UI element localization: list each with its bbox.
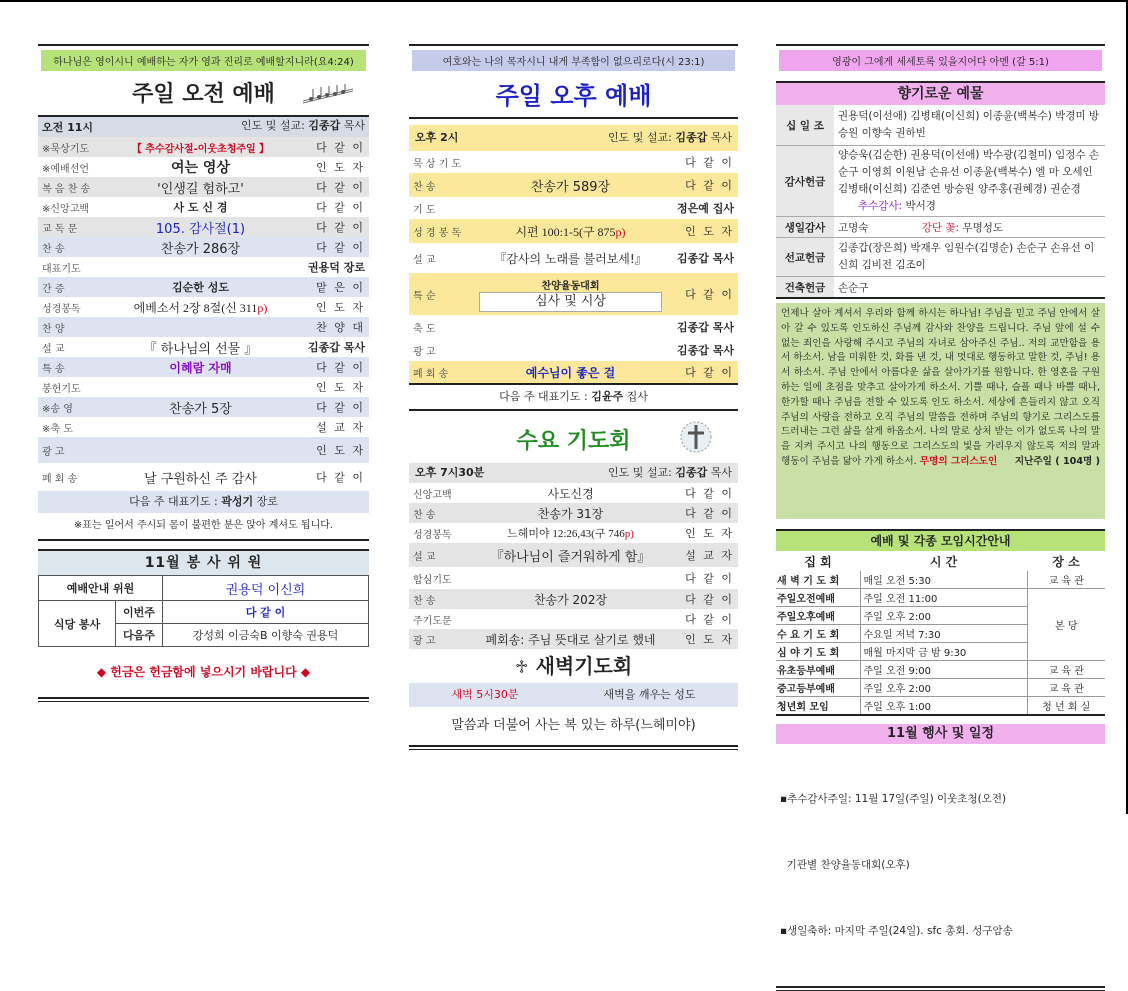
- order-row: [38, 397, 369, 417]
- offering-label: 선교헌금: [776, 238, 834, 277]
- divider: [409, 749, 738, 750]
- offering-note-text: ◆ 헌금은 헌금함에 넣으시기 바랍니다 ◆: [96, 665, 311, 679]
- meeting-time: 주일 오후 2:00: [860, 607, 1027, 625]
- row-label: 성 경 봉 독: [413, 227, 462, 239]
- row-label: 신앙고백: [413, 489, 452, 501]
- row-content: [479, 273, 662, 315]
- row-content: [479, 219, 662, 243]
- row-content: 『감사의 노래를 불러보세!』: [494, 251, 647, 266]
- wed-header: [409, 463, 738, 483]
- praying-hands-icon: [676, 417, 716, 457]
- service-time: 오후 2시: [415, 131, 459, 144]
- row-label: 설 교: [413, 551, 436, 563]
- offering-note: [38, 647, 369, 697]
- page-suffix: p): [257, 300, 268, 315]
- order-row: [409, 197, 738, 219]
- order-row: [38, 157, 369, 177]
- row-role: 인 도 자: [316, 301, 365, 314]
- meeting-name: 주일오전예배: [776, 589, 860, 607]
- order-row: [409, 339, 738, 361]
- row-role: 인 도 자: [316, 444, 365, 457]
- meeting-row: [776, 589, 1105, 607]
- row-label: 축 도: [413, 323, 436, 335]
- row-label: ※예배선언: [42, 163, 90, 175]
- row-content: 『 하나님의 선물 』: [143, 341, 258, 357]
- offering-names-text: 고명숙: [838, 221, 869, 234]
- row-label: 교 독 문: [42, 223, 78, 235]
- meeting-header: [776, 551, 1105, 571]
- meeting-name: 유초등부예배: [776, 661, 860, 679]
- order-row: [409, 219, 738, 243]
- prayer-text: 언제나 살아 계셔서 우리와 함께 하시는 하나님! 주님을 믿고 주님 안에서 살아 갈 수 있도록 인도하신 주님께 감사와 찬양을 드립니다. 주님 앞에 설 수 없는 죄인을 사랑해 주시고 주님의 자녀로 삼아주신 주님.. 저의 교만함을 용서 하소서. 남을 미워한 것, 화를 낸 것, 내 멋대로 행동하고 말한 것, 주님! 용서 하소서. 주님 안에서 아름다운 삶을 살아가기를 원합니다. 한 영혼을 구원하는 일에 초점을 맞추고 살아가게 하소서. 기쁠 때나, 슬플 때나 바쁠 때나, 한가할 때나 주님을 전할 수 있도록 인도 하소서. 세상에 흔들리지 않고 오직 주님의 사랑을 전하고 오직 주님의 말씀을 전하며 주님의 향기로 그리스도를 드러내는 그런 삶을 살게 하옵소서. 나의 말로 상처 받는 이가 없도록 나의 말을 지켜 주시고 나의 행동으로 그리스도의 빛을 가리우지 않도록 저의 말과 행동이 주님을 닮아 가게 하소서.: [781, 308, 1100, 467]
- row-content: 105. 감사절(1): [155, 221, 246, 237]
- service-title: 11월 봉 사 위 원: [38, 551, 369, 575]
- leader-label: 인도 및 설교:: [608, 466, 676, 479]
- meeting-time: 수요일 저녁 7:30: [860, 625, 1027, 643]
- row-content: [108, 377, 293, 397]
- offering-names: [834, 217, 1105, 238]
- order-row: [409, 361, 738, 383]
- dawn-info: [409, 683, 738, 707]
- row-role: 인 도 자: [685, 633, 734, 646]
- this-week-label: 이번주: [116, 601, 163, 624]
- order-row: [38, 197, 369, 217]
- meeting-name: 중고등부예배: [776, 679, 860, 697]
- header-time: 시 간: [929, 554, 958, 569]
- meeting-row: [776, 697, 1105, 715]
- row-role: 찬 양 대: [316, 321, 365, 334]
- order-row: [38, 317, 369, 337]
- event-item: ▪생일축하: 마지막 주일(24일). sfc 총회. 성구암송: [780, 925, 1013, 937]
- row-content: [108, 257, 293, 277]
- row-label: 복 음 찬 송: [42, 183, 91, 195]
- divider: [409, 745, 738, 747]
- row-role: 인 도 자: [316, 381, 365, 394]
- row-role: 다 같 이: [685, 593, 734, 606]
- meeting-name: 심 야 기 도 회: [776, 643, 860, 661]
- row-content: 이혜람 자매: [169, 360, 232, 375]
- order-row: [38, 297, 369, 317]
- standing-note: ※표는 일어서 주시되 몸이 불편한 분은 앉아 계셔도 됩니다.: [73, 520, 334, 531]
- row-content: 예수님이 좋은 걸: [525, 365, 616, 380]
- row-label: 광 고: [413, 346, 436, 358]
- row-content: 찬송가 202장: [533, 592, 608, 607]
- meeting-time: 매월 마지막 금 밤 9:30: [860, 643, 1027, 661]
- divider: [776, 297, 1105, 299]
- cross-icon: ♱: [514, 657, 529, 678]
- row-content: 날 구원하신 주 감사: [144, 471, 257, 487]
- next-week-label: 다음주: [116, 624, 163, 647]
- order-row: [38, 357, 369, 377]
- row-role: 인 도 자: [685, 527, 734, 540]
- events-list: [776, 744, 1105, 986]
- event-detail: 심사 및 시상: [479, 292, 662, 312]
- offering-row: [776, 238, 1105, 277]
- dawn-desc: 새벽을 깨우는 성도: [603, 688, 696, 701]
- row-label: 주기도문: [413, 615, 452, 627]
- wed-title: [409, 411, 738, 463]
- event-item: 기관별 찬양율동대회(오후): [780, 859, 910, 871]
- row-content: [479, 315, 662, 339]
- order-row: [38, 217, 369, 237]
- row-role: 다 같 이: [316, 181, 365, 194]
- row-label: ※묵상기도: [42, 143, 90, 155]
- header-name: 집 회: [804, 554, 832, 569]
- row-role: 권용덕 장로: [308, 261, 365, 274]
- section-title: [38, 75, 369, 115]
- wed-time: 오후 7시30분: [415, 466, 485, 479]
- next-prayer-name: 김윤주: [591, 390, 624, 403]
- offering-names-text: 양승욱(김순한) 권용덕(이선애) 박수광(김철미) 임정수 손순구 이영희 이원남 손유선 이종윤(백복수) 엘 마 오세인 김병태(이신희) 김준연 방승원 양주홍(권혜경) 권순경: [838, 149, 1100, 195]
- offering-names: [834, 146, 1105, 217]
- row-role: 김종갑 목사: [677, 344, 734, 357]
- offering-row: [776, 277, 1105, 298]
- wed-title-text: 수요 기도회: [516, 429, 631, 454]
- row-content: [479, 609, 662, 629]
- afternoon-order-table: [409, 151, 738, 383]
- leader-name: 김종갑: [675, 131, 708, 144]
- row-role: 다 같 이: [685, 487, 734, 500]
- meeting-name: 청년회 모임: [777, 702, 829, 713]
- row-content: [108, 417, 293, 437]
- reading-text: 느헤미야 12:26,43(구 746: [507, 528, 625, 540]
- verse-banner: 영광이 그에게 세세토록 있을지어다 아멘 (갈 5:1): [779, 50, 1102, 71]
- row-role: 다 같 이: [316, 221, 365, 234]
- extra-name: 박서경: [902, 200, 936, 212]
- service-table: [38, 575, 369, 647]
- meeting-row: [776, 679, 1105, 697]
- offering-label: 십 일 조: [776, 105, 834, 146]
- row-role: 설 교 자: [316, 421, 365, 434]
- leader-title: 목사: [707, 131, 732, 144]
- offering-title: 향기로운 예물: [776, 83, 1105, 105]
- row-content: 사 도 신 경: [173, 201, 228, 214]
- next-week-names: 강성희 이금숙B 이향숙 권용덕: [163, 624, 369, 647]
- row-content: 김순한 성도: [172, 281, 229, 294]
- order-row: [409, 523, 738, 543]
- row-role: 다 같 이: [316, 471, 365, 484]
- next-prayer: [409, 385, 738, 409]
- service-time: 오전 11시: [42, 121, 94, 134]
- row-role: 정은예 집사: [677, 202, 734, 215]
- order-row: [409, 315, 738, 339]
- row-content: [108, 437, 293, 463]
- meeting-table: [776, 551, 1105, 714]
- order-row: [409, 503, 738, 523]
- event-item: ▪추수감사주일: 11월 17일(주일) 이웃초청(오전): [780, 793, 1007, 805]
- row-label: 폐 회 송: [42, 473, 78, 485]
- row-label: 찬 송: [413, 595, 436, 607]
- order-row: [409, 273, 738, 315]
- divider: [409, 117, 738, 119]
- info-column: [776, 44, 1105, 991]
- row-label: 봉헌기도: [42, 383, 81, 395]
- meeting-place: 교 육 관: [1027, 571, 1105, 589]
- dawn-title: [409, 649, 738, 683]
- row-role: 인 도 자: [316, 161, 365, 174]
- next-prayer-name: 곽성기: [221, 495, 254, 508]
- row-label: 성경봉독: [42, 303, 81, 315]
- row-label: 합심기도: [413, 574, 452, 586]
- leader-name: 김종갑: [308, 119, 341, 132]
- row-label: 특 순: [413, 290, 436, 302]
- row-role: 다 같 이: [316, 141, 365, 154]
- kitchen-label: 식당 봉사: [39, 601, 116, 647]
- order-row: [38, 463, 369, 491]
- reading-text: 시편 100:1-5(구 875: [515, 224, 616, 239]
- section-title: 주일 오후 예배: [495, 82, 652, 110]
- row-label: 간 증: [42, 283, 65, 295]
- meeting-place: 교 육 관: [1027, 679, 1105, 697]
- row-content: 『하나님이 즐거워하게 함』: [490, 549, 651, 565]
- title-text: 주일 오전 예배: [132, 82, 275, 107]
- order-row: [38, 437, 369, 463]
- meeting-row: [776, 571, 1105, 589]
- row-label: 특 송: [42, 363, 65, 375]
- offering-table: [776, 105, 1105, 297]
- row-label: 광 고: [413, 635, 436, 647]
- dawn-motto: 말씀과 더불어 사는 복 있는 하루(느헤미야): [451, 718, 696, 733]
- order-row: [38, 277, 369, 297]
- page-suffix: p): [615, 224, 626, 239]
- row-role: 다 같 이: [685, 366, 734, 379]
- header-place: 장 소: [1052, 554, 1080, 569]
- order-row: [38, 257, 369, 277]
- meeting-time: 주일 오후 2:00: [860, 679, 1027, 697]
- order-row: [409, 151, 738, 173]
- next-prayer: [38, 491, 369, 513]
- row-content: [108, 297, 293, 317]
- row-content: [479, 567, 662, 589]
- row-content: [108, 317, 293, 337]
- leader-title: 목사: [707, 466, 732, 479]
- page-suffix: p): [624, 528, 634, 540]
- offering-names: 김종갑(장은희) 박재우 임원수(김명순) 손순구 손유선 이신희 김비전 김조이: [834, 238, 1105, 277]
- order-row: [38, 237, 369, 257]
- meeting-time: 주일 오전 9:00: [860, 661, 1027, 679]
- events-title: 11월 행사 및 일정: [776, 724, 1105, 744]
- row-role: 인 도 자: [685, 225, 734, 238]
- prayer-author: 무명의 그리스도인: [919, 455, 998, 467]
- offering-row: [776, 105, 1105, 146]
- meeting-title: 예배 및 각종 모임시간안내: [776, 531, 1105, 551]
- leader-label: 인도 및 설교:: [241, 119, 309, 132]
- offering-names: 손순구: [838, 281, 869, 294]
- main-place: 본 당: [1027, 589, 1105, 661]
- order-row: [409, 543, 738, 567]
- row-label: 폐 회 송: [413, 368, 449, 380]
- row-label: ※신앙고백: [42, 203, 90, 215]
- leader-label: 인도 및 설교:: [608, 131, 676, 144]
- row-content: [479, 197, 662, 219]
- leader-line: [608, 125, 732, 151]
- order-row: [409, 609, 738, 629]
- row-role: 다 같 이: [685, 156, 734, 169]
- order-row: [409, 629, 738, 649]
- order-row: [38, 377, 369, 397]
- extra-label: 추수감사:: [858, 200, 903, 212]
- attendance: 지난주일 ( 104명 ): [1014, 455, 1100, 467]
- row-role: 다 같 이: [316, 201, 365, 214]
- extra-name: 무명성도: [959, 221, 1004, 234]
- divider: [38, 697, 369, 699]
- this-week-names: 다 같 이: [163, 601, 369, 624]
- leader-name: 김종갑: [675, 466, 708, 479]
- verse-banner: 하나님은 영이시니 예배하는 자가 영과 진리로 예배할지니라(요4:24): [41, 50, 366, 71]
- next-prayer-label: 다음 주 대표기도 :: [129, 495, 222, 508]
- row-role: 다 같 이: [685, 613, 734, 626]
- wed-leader: [608, 463, 732, 483]
- row-label: 성경봉독: [413, 529, 452, 541]
- row-label: 설 교: [413, 254, 436, 266]
- row-content: [479, 523, 662, 543]
- order-row: [409, 589, 738, 609]
- row-label: 찬 송: [42, 243, 65, 255]
- order-row: [409, 173, 738, 197]
- row-role: 다 같 이: [685, 572, 734, 585]
- leader-title: 목사: [340, 119, 365, 132]
- row-role: 다 같 이: [316, 401, 365, 414]
- row-role: 맡 은 이: [316, 281, 365, 294]
- row-label: 찬 송: [413, 509, 436, 521]
- order-header: [409, 125, 738, 151]
- usher-names: 권용덕 이신희: [163, 576, 369, 601]
- offering-names: 권용덕(이선애) 김병태(이신희) 이종윤(백복수) 박경미 방승원 이향숙 권하빈: [834, 105, 1105, 146]
- row-label: 광 고: [42, 446, 65, 458]
- offering-row: [776, 146, 1105, 217]
- meeting-time: 주일 오전 11:00: [860, 589, 1027, 607]
- morning-service-column: [38, 44, 369, 702]
- row-label: 설 교: [42, 343, 65, 355]
- row-content: 찬송가 5장: [169, 401, 232, 417]
- row-role: 김종갑 목사: [308, 341, 365, 354]
- row-label: ※송 영: [42, 403, 73, 415]
- meeting-place: 교 육 관: [1027, 661, 1105, 679]
- row-content: '인생길 험하고': [157, 181, 244, 197]
- dawn-time: 새벽 5시30분: [451, 688, 519, 701]
- next-prayer-title: 장로: [253, 495, 278, 508]
- meeting-name: 새 벽 기 도 회: [776, 571, 860, 589]
- meeting-time: 매일 오전 5:30: [860, 571, 1027, 589]
- row-content: 【 추수감사절-이웃초청주일 】: [131, 143, 270, 155]
- row-label: 찬 송: [413, 181, 436, 193]
- divider: [776, 986, 1105, 988]
- music-notes-icon: [301, 83, 355, 105]
- morning-order-rows: [38, 137, 369, 491]
- order-row: [38, 337, 369, 357]
- offering-label: 생일감사: [776, 217, 834, 238]
- offering-label: 건축헌금: [776, 277, 834, 298]
- order-row: [38, 177, 369, 197]
- divider: [38, 701, 369, 702]
- order-row: [409, 243, 738, 273]
- offering-label: 감사헌금: [776, 146, 834, 217]
- verse-banner: 여호와는 나의 목자시니 내게 부족함이 없으리로다(시 23:1): [412, 50, 735, 71]
- order-row: [409, 567, 738, 589]
- row-content: 여는 영상: [171, 160, 230, 176]
- offering-row: [776, 217, 1105, 238]
- row-label: ※축 도: [42, 423, 73, 435]
- top-border: [0, 0, 1128, 2]
- meeting-row: [776, 661, 1105, 679]
- next-prayer-title: 집사: [623, 390, 648, 403]
- row-label: 대표기도: [42, 263, 81, 275]
- order-row: [38, 137, 369, 157]
- row-role: 다 같 이: [685, 179, 734, 192]
- divider: [38, 44, 369, 46]
- order-row: [38, 417, 369, 437]
- row-role: 다 같 이: [685, 507, 734, 520]
- row-role: 김종갑 목사: [677, 321, 734, 334]
- row-role: 다 같 이: [685, 288, 734, 301]
- meeting-name: 주일오후예배: [776, 607, 860, 625]
- row-label: 묵 상 기 도: [413, 158, 462, 170]
- event-name: 찬양율동대회: [541, 280, 600, 292]
- next-prayer-label: 다음 주 대표기도 :: [499, 390, 592, 403]
- wed-order-table: [409, 483, 738, 649]
- row-content: [479, 151, 662, 173]
- meeting-place: 청 년 회 실: [1027, 697, 1105, 715]
- row-role: 다 같 이: [316, 361, 365, 374]
- row-content: 폐회송: 주님 뜻대로 살기로 했네: [485, 632, 656, 647]
- extra-label: 강단 꽃:: [921, 221, 960, 234]
- row-role: 김종갑 목사: [677, 252, 734, 265]
- meeting-time: 주일 오후 1:00: [860, 697, 1027, 715]
- usher-label: 예배안내 위원: [39, 576, 163, 601]
- divider: [409, 44, 738, 46]
- divider: [776, 44, 1105, 46]
- row-content: 찬송가 31장: [537, 506, 604, 521]
- dawn-title-text: 새벽기도회: [535, 654, 633, 678]
- row-role: 다 같 이: [316, 241, 365, 254]
- row-label: 찬 양: [42, 323, 65, 335]
- order-row: [409, 483, 738, 503]
- row-role: 설 교 자: [685, 549, 734, 562]
- row-content: 사도신경: [547, 486, 594, 501]
- row-content: [479, 339, 662, 361]
- row-label: 기 도: [413, 204, 436, 216]
- row-content: 찬송가 286장: [160, 241, 241, 257]
- prayer-box: [776, 303, 1105, 519]
- reading-text: 에베소서 2장 8절(신 311: [133, 300, 258, 315]
- afternoon-service-column: [409, 44, 738, 750]
- row-content: 찬송가 589장: [530, 179, 611, 195]
- meeting-name: 수 요 기 도 회: [776, 625, 860, 643]
